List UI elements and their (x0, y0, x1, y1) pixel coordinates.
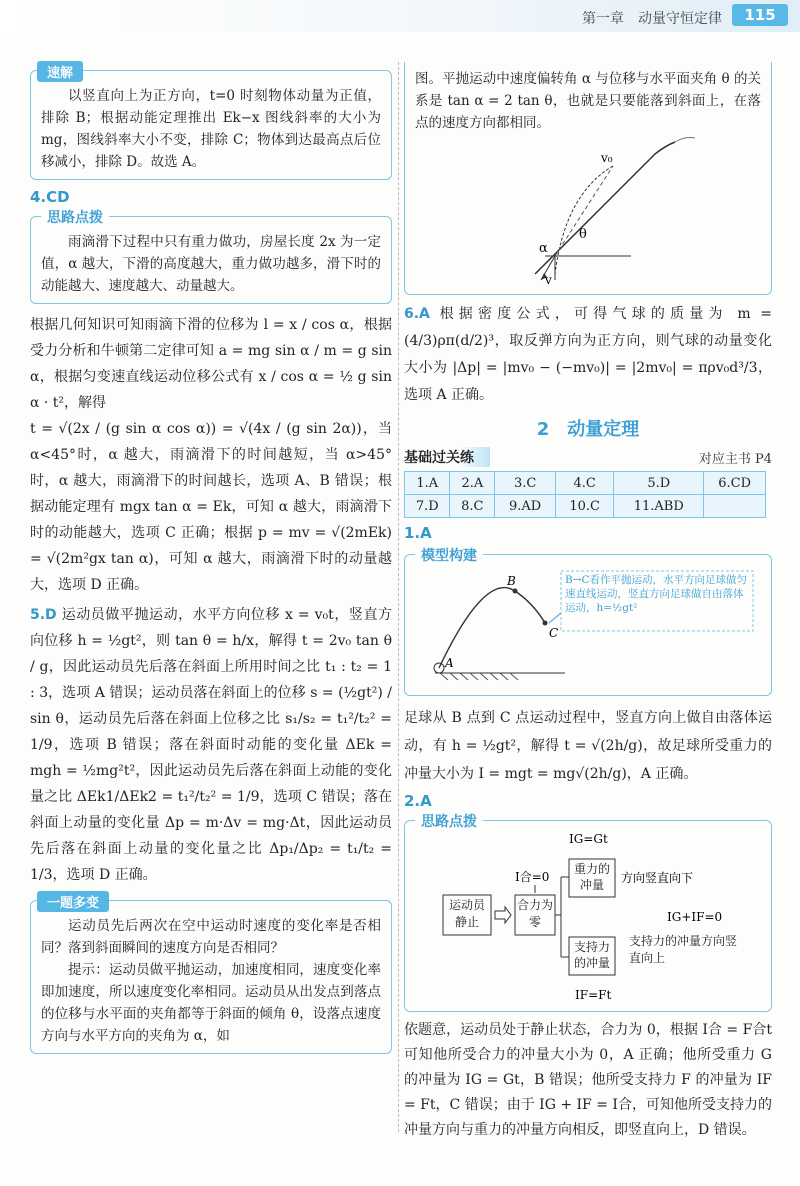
fig-label-alpha: α (539, 241, 548, 256)
variant-box (30, 896, 392, 1054)
flow-net-impulse: I合=0 (515, 870, 550, 884)
flow-support-direction: 支持力的冲量方向竖直向上 (629, 934, 738, 965)
variant-continued-text: 图。平抛运动中速度偏转角 α 与位移与水平面夹角 θ 的关系是 tan α = 2 tan θ，也就是只要能落到斜面上，在落点的速度方向都相同。 (415, 71, 761, 131)
variant-question: 运动员先后两次在空中运动时速度的变化率是否相同？落到斜面瞬间的速度方向是否相同？ (41, 918, 381, 956)
projectile-slope-figure (415, 134, 761, 284)
r2-tip-box (404, 814, 772, 1012)
point-a: A (445, 656, 454, 670)
page-header (0, 0, 800, 32)
main-book-ref: 对应主书 P4 (698, 451, 772, 467)
answer-cell: 9.AD (495, 495, 556, 518)
answer-cell: 2.A (450, 472, 495, 495)
fig-label-v: v (545, 273, 552, 284)
flow-gravity-direction: 方向竖直向下 (621, 871, 694, 885)
answer-row-1 (405, 472, 766, 495)
q6-label: 6.A (404, 306, 430, 322)
basic-practice-label: 基础过关练 (404, 447, 490, 467)
variant-answer: 提示：运动员做平抛运动，加速度相同，速度变化率即加速度，所以速度变化率相同。运动员从出发点到落点的位移与水平面的夹角都等于斜面的倾角 θ，设落点速度方向与水平方向的夹角为 α，如 (41, 962, 381, 1044)
point-c: C (549, 626, 559, 640)
column-divider (398, 62, 399, 1132)
speed-solve-text: 以竖直向上为正方向，t=0 时刻物体动量为正值，排除 B；根据动能定理推出 Ek−x 图线斜率的大小为 mg，图线斜率大小不变，排除 C；物体到达最高点后位移减小，排除 D。故选 A。 (41, 88, 381, 170)
basic-practice-bar (404, 447, 772, 467)
variant-tag: 一题多变 (37, 891, 109, 912)
q6-block (404, 301, 772, 409)
q4-label: 4.CD (30, 188, 70, 206)
answer-cell: 7.D (405, 495, 450, 518)
speed-solve-tag: 速解 (37, 61, 83, 82)
q4-para-1: 根据几何知识可知雨滴下滑的位移为 l = x / cos α，根据受力分析和牛顿第二定律可知 a = mg sin α / m = g sin α，根据匀变速直线运动位移公式有 x / cos α = ½ g sin α · t²，解得 (30, 317, 392, 411)
answer-table (404, 471, 766, 518)
q4-tip-text: 雨滴滑下过程中只有重力做功，房屋长度 2x 为一定值，α 越大，下滑的高度越大，重力做功越多，滑下时的动能越大、速度越大、动量越大。 (41, 234, 381, 294)
r2-label: 2.A (404, 792, 432, 810)
q5-label: 5.D (30, 607, 57, 623)
flow-start: 运动员静止 (448, 898, 485, 929)
r1-label: 1.A (404, 524, 432, 542)
flow-gravity-impulse: IG=Gt (569, 832, 608, 846)
answer-cell: 11.ABD (614, 495, 704, 518)
page-number: 115 (732, 4, 788, 26)
flow-sum: IG+IF=0 (667, 910, 723, 924)
model-build-tag: 模型构建 (415, 545, 483, 565)
answer-cell: 5.D (614, 472, 704, 495)
r2-text: 依题意，运动员处于静止状态，合力为 0，根据 I合 = F合t 可知他所受合力的冲量大小为 0，A 正确；他所受重力 G 的冲量为 IG = Gt，B 错误；他所受支持力 F 的冲量为 IF = Ft，C 错误；由于 IG + IF = I合，可知他所受支持力的冲量方向与重力的冲量方向相反，即竖直向上，D 错误。 (404, 1022, 772, 1138)
answer-cell: 10.C (556, 495, 614, 518)
answer-cell: 8.C (450, 495, 495, 518)
impulse-flow-diagram (415, 827, 761, 1005)
q5-block (30, 602, 392, 888)
flow-net: 合力为零 (516, 898, 553, 929)
r1-text: 足球从 B 点到 C 点运动过程中，竖直方向上做自由落体运动，有 h = ½gt²，解得 t = √(2h/g)，故足球所受重力的冲量大小为 I = mgt = mg√(2h/g)，A 正确。 (404, 710, 772, 782)
q5-text: 运动员做平抛运动，水平方向位移 x = v₀t，竖直方向位移 h = ½gt²，则 tan θ = h/x，解得 t = 2v₀ tan θ / g，因此运动员先后落在斜面上所用时间之比 t₁ : t₂ = 1 : 3，选项 A 错误；运动员落在斜面上的位移 s = (½gt²) / sin θ，运动员先后落在斜面上位移之比 s₁/s₂ = t₁²/t₂² = 1/9，选项 B 错误；落在斜面时动能的变化量 ΔEk = mgh = ½mg²t²，因此运动员先后落在斜面上动能的变化量之比 ΔEk1/ΔEk2 = t₁²/t₂² = 1/9，选项 C 错误；落在斜面上动量的变化量 Δp = m·Δv = mg·Δt，因此运动员先后落在斜面上动量的变化量之比 Δp₁/Δp₂ = t₁/t₂ = 1/3，选项 D 正确。 (30, 607, 393, 883)
right-column (404, 62, 772, 1143)
fig-label-v0: v₀ (601, 151, 613, 165)
q4-tip-tag: 思路点拨 (41, 207, 109, 227)
answer-cell: 3.C (495, 472, 556, 495)
q4-tip-box (30, 210, 392, 304)
q4-para-2: t = √(2x / (g sin α cos α)) = √(4x / (g sin 2α))，当 α<45°时，α 越大，雨滴滑下的时间越短，当 α>45°时，α 越大，雨滴滑下的时间越长，选项 A、B 错误；根据动能定理有 mgx tan α = Ek，可知 α 越大，雨滴滑下时的动能越大，选项 C 正确；根据 p = mv = √(2mEk) = √(2m²gx tan α)，可知 α 越大，雨滴滑下时的动量越大，选项 D 正确。 (30, 421, 392, 593)
answer-row-2 (405, 495, 766, 518)
flow-support: 支持力的冲量 (573, 940, 610, 970)
model-build-box (404, 548, 772, 696)
answer-cell (704, 495, 766, 518)
answer-cell: 6.CD (704, 472, 766, 495)
variant-continued-box (404, 62, 772, 295)
model-note: B→C看作平抛运动，水平方向足球做匀速直线运动，竖直方向足球做自由落体运动，h=½gt² (565, 574, 748, 614)
football-trajectory-figure (415, 561, 761, 689)
r2-tip-tag: 思路点拨 (415, 811, 483, 831)
speed-solve-box (30, 66, 392, 180)
answer-cell: 1.A (405, 472, 450, 495)
point-b: B (507, 574, 516, 588)
left-column (30, 62, 392, 1054)
section-title: 2 动量定理 (536, 419, 640, 440)
fig-label-theta: θ (579, 227, 587, 242)
q6-text: 根据密度公式，可得气球的质量为 m = (4/3)ρπ(d/2)³，取反弹方向为正方向，则气球的动量变化大小为 |Δp| = |mv₀ − (−mv₀)| = |2mv₀| = πρv₀d³/3，选项 A 正确。 (404, 306, 773, 403)
chapter-title: 第一章 动量守恒定律 (582, 11, 722, 27)
answer-cell: 4.C (556, 472, 614, 495)
flow-support-impulse: IF=Ft (575, 988, 612, 1002)
flow-gravity: 重力的冲量 (573, 862, 610, 892)
